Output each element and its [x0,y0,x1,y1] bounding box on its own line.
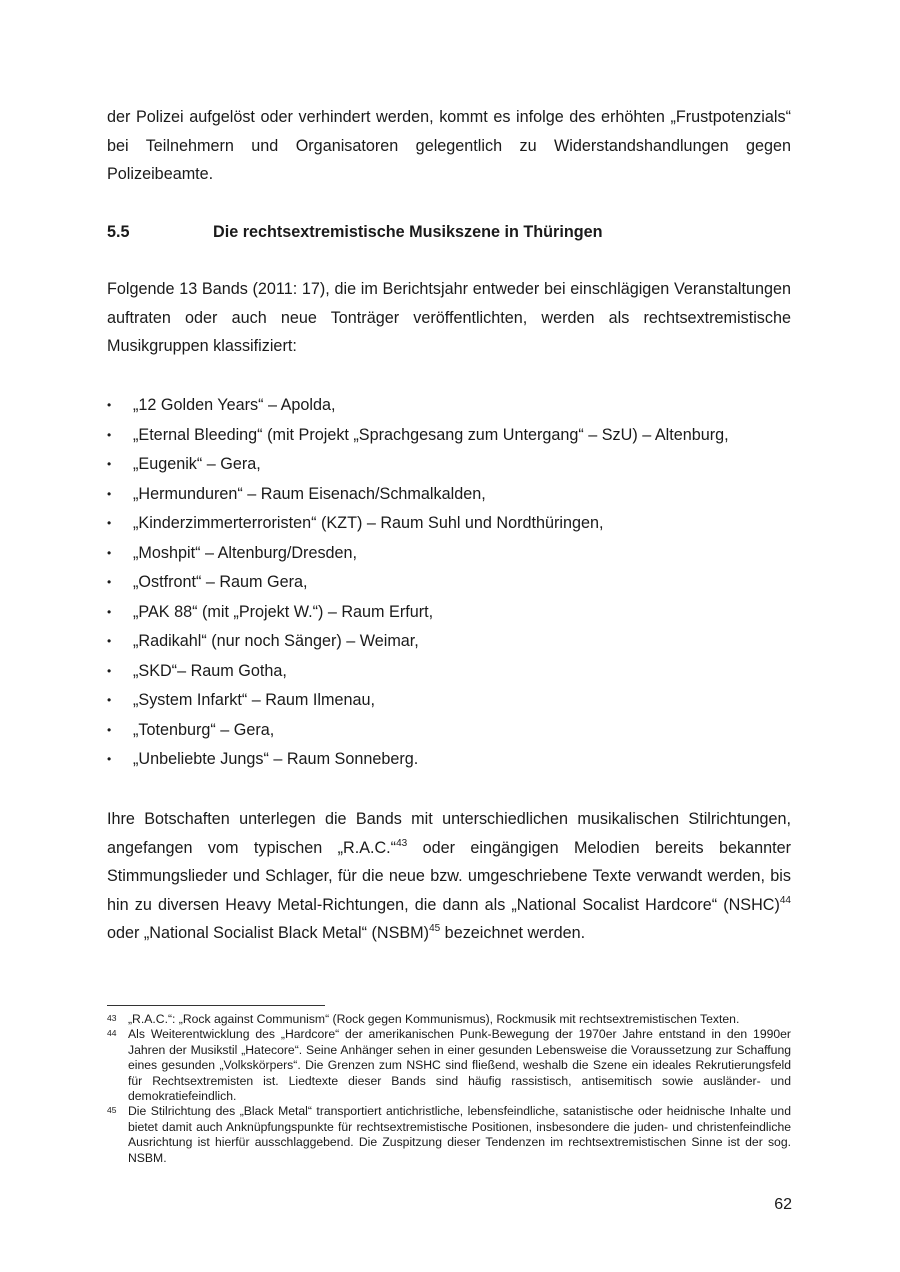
footnote-text: „R.A.C.“: „Rock against Communism“ (Rock gegen Kommunismus), Rockmusik mit rechtsextremistischen Texten. [128,1012,740,1026]
section-title: Die rechtsextremistische Musikszene in Thüringen [213,223,603,241]
bullet-icon: • [107,634,112,648]
footnote-text: Als Weiterentwicklung des „Hardcore“ der amerikanischen Punk-Bewegung der 1970er Jahre entstand in den 1990er Jahren der Musikstil „Hatecore“. Seine Anhänger sehen in einer gesunden Lebensweise die Voraussetzung zur Schaffung eines gesunden „Volkskörpers“. Die Grenzen zum NSHC sind fließend, weshalb die Szene ein ideales Rekrutierungsfeld für Rechtsextremisten ist. Liedtexte dieser Bands sind häufig rassistisch, antisemitisch sowie ausländer- und demokratiefeindlich. [128,1027,791,1104]
section-number: 5.5 [107,223,130,241]
footnote-number: 44 [107,1028,117,1039]
list-item [107,539,791,569]
footnote-ref-45[interactable]: 45 [429,923,441,934]
list-item [107,627,791,657]
band-list [107,391,791,775]
list-item [107,391,791,421]
footnotes [107,1012,791,1166]
bullet-icon: • [107,663,112,678]
list-item [107,568,791,598]
list-item [107,421,791,451]
band-entry: „Eugenik“ – Gera, [133,455,261,473]
list-item [107,480,791,510]
band-entry: „Kinderzimmerterroristen“ (KZT) – Raum Suhl und Nordthüringen, [133,514,604,532]
footnote-number: 45 [107,1105,117,1116]
bullet-icon: • [107,752,112,766]
band-entry: „Moshpit“ – Altenburg/Dresden, [133,543,358,562]
text-segment: oder eingängigen Melodien bereits bekannter Stimmungslieder und Schlager, für die neue bzw. umgeschriebene Texte verwandt werden, bis hin zu diversen Heavy Metal-Richtungen, die dann als „National Socalist Hardcore“ (NSHC) [107,838,791,914]
bullet-icon: • [107,427,112,442]
list-item [107,745,791,775]
list-item [107,686,791,716]
text-segment: oder „National Socialist Black Metal“ (NSBM) [107,924,430,942]
bullet-icon: • [107,575,112,589]
footnote-43 [107,1012,791,1027]
band-entry: „PAK 88“ (mit „Projekt W.“) – Raum Erfurt, [133,602,434,621]
bullet-icon: • [107,604,112,619]
band-entry: „Unbeliebte Jungs“ – Raum Sonneberg. [133,750,419,768]
intro-paragraph: der Polizei aufgelöst oder verhindert werden, kommt es infolge des erhöhten „Frustpotenzials“ bei Teilnehmern und Organisatoren gelegentlich zu Widerstandshandlungen gegen Polizeibeamte. [107,108,791,183]
bullet-icon: • [107,516,112,530]
bullet-icon: • [107,486,112,501]
list-item [107,716,791,746]
text-segment: Ihre Botschaften unterlegen die Bands mit unterschiedlichen musikalischen Stilrichtungen, angefangen vom typischen „R.A.C.“ [107,810,791,857]
list-item [107,450,791,480]
list-item [107,657,791,687]
band-entry: „12 Golden Years“ – Apolda, [133,396,336,414]
footnote-number: 43 [107,1013,117,1023]
footnote-divider [107,1005,325,1006]
bullet-icon: • [107,545,112,560]
music-styles-paragraph [107,805,791,948]
section-heading [107,218,791,246]
band-entry: „Radikahl“ (nur noch Sänger) – Weimar, [133,632,419,650]
band-entry: „System Infarkt“ – Raum Ilmenau, [133,691,375,709]
list-item [107,598,791,628]
footnote-text: Die Stilrichtung des „Black Metal“ transportiert antichristliche, lebensfeindliche, satanistische oder heidnische Inhalte und bietet damit auch Anknüpfungspunkte für rechtsextremistische Positionen, insbesondere die juden- und christenfeindliche Ausrichtung ist hierfür ausschlaggebend. Die Zuspitzung dieser Tendenzen im rechtsextremistischen Sinne ist der sog. NSBM. [128,1104,791,1165]
bullet-icon: • [107,398,112,412]
list-item [107,509,791,539]
band-entry: „Ostfront“ – Raum Gera, [133,573,308,591]
footnote-ref-44[interactable]: 44 [779,894,791,906]
bands-intro-paragraph: Folgende 13 Bands (2011: 17), die im Berichtsjahr entweder bei einschlägigen Veranstaltungen auftraten oder auch neue Tonträger veröffentlichten, werden als rechtsextremistische Musikgruppen klassifiziert: [107,280,791,355]
bullet-icon: • [107,722,112,737]
band-entry: „Hermunduren“ – Raum Eisenach/Schmalkalden, [133,484,486,503]
page-number: 62 [774,1196,792,1213]
footnote-ref-43[interactable]: 43 [396,837,408,849]
bullet-icon: • [107,457,112,471]
band-entry: „SKD“– Raum Gotha, [133,661,287,680]
band-entry: „Totenburg“ – Gera, [133,720,275,739]
footnote-45 [107,1104,791,1166]
footnote-44 [107,1027,791,1104]
bullet-icon: • [107,693,112,707]
band-entry: „Eternal Bleeding“ (mit Projekt „Sprachgesang zum Untergang“ – SzU) – Altenburg, [133,425,729,444]
text-segment: bezeichnet werden. [440,924,586,942]
